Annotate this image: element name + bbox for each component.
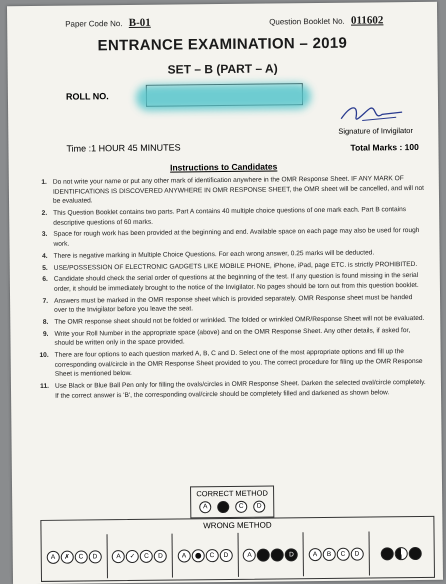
tick-mark-bubble: [126, 549, 139, 562]
instruction-number: 3.: [41, 231, 48, 239]
instruction-number: 2.: [41, 209, 48, 217]
booklet-number: [269, 14, 383, 27]
dot-mark-bubble: [191, 549, 204, 562]
option-d-bubble: D: [88, 550, 101, 563]
instruction-text: Answers must be marked in the OMR response sheet which is provided separately. OMR Response sheet must be handed over to the Invigilator before you leave the seat.: [54, 293, 413, 315]
wrong-method-label: WRONG METHOD: [203, 520, 272, 531]
booklet-label: Question Booklet No.: [269, 16, 345, 27]
instruction-item: [33, 174, 425, 207]
option-d-bubble: D: [253, 501, 265, 513]
signature-label: Signature of Invigilator: [338, 126, 413, 136]
instructions-list: [33, 174, 427, 404]
option-c-bubble: C: [235, 501, 247, 513]
wrong-example-dot: [173, 533, 239, 578]
paper-code-label: Paper Code No.: [65, 19, 123, 29]
instruction-text: Do not write your name or put any other mark of identification anywhere in the OMR Response Sheet. IF ANY MARK OF IDENTIFICATIONS IS DISCOVERED ANYWHERE IN OMR RESPONSE SHEET, the OMR sheet will be cancelled, and will not be evaluated.: [52, 175, 425, 205]
instruction-text: There are four options to each question marked A, B, C and D. Select one of the most appropriate options and fill up the corresponding oval/circle in the OMR Response Sheet provided to you. The correct procedure for filing up the OMR Response Sheet is mentioned below.: [54, 348, 423, 379]
instruction-number: 10.: [39, 352, 49, 360]
option-a-bubble: A: [243, 548, 256, 561]
invigilator-signature: [336, 100, 406, 127]
wrong-example-cross: [42, 534, 108, 579]
cross-mark-bubble: [60, 550, 73, 563]
filled-bubble: [271, 548, 284, 561]
instruction-item: [33, 205, 425, 228]
paper-code: [65, 17, 151, 30]
wrong-example-multiple: [238, 532, 304, 577]
correct-method-box: [190, 485, 274, 518]
instruction-number: 1.: [41, 178, 47, 186]
instruction-number: 6.: [42, 276, 48, 284]
filled-bubble: [257, 548, 270, 561]
instruction-number: 8.: [42, 318, 49, 326]
instruction-item: [35, 378, 427, 401]
instruction-number: 4.: [42, 252, 48, 260]
option-a-bubble: A: [177, 549, 190, 562]
set-label: SET – B (PART – A): [167, 61, 278, 77]
option-d-bubble: D: [154, 549, 167, 562]
instruction-text: The OMR response sheet should not be folded or wrinkled. The folded or wrinkled OMR/Response Sheet will not be evaluated.: [54, 314, 425, 326]
filled-bubble: [409, 546, 422, 559]
instruction-item: [34, 293, 426, 316]
half-filled-bubble: [395, 547, 408, 560]
option-c-bubble: C: [140, 549, 153, 562]
instruction-text: This Question Booklet contains two parts. Part A contains 40 multiple choice questions of one mark each. Part B contains descriptive questions of 60 marks.: [53, 206, 407, 227]
instruction-text: There is negative marking in Multiple Choice Questions. For each wrong answer, 0.25 marks will be deducted.: [53, 249, 375, 260]
instruction-number: 7.: [42, 297, 49, 305]
wrong-example-tick: [107, 534, 173, 579]
instruction-item: [35, 347, 427, 380]
paper-code-value: B-01: [128, 16, 151, 29]
time-label: Time :1 HOUR 45 MINUTES: [66, 142, 181, 154]
exam-title: ENTRANCE EXAMINATION – 2019: [97, 34, 348, 55]
exam-paper: [7, 2, 443, 584]
option-c-bubble: C: [205, 549, 218, 562]
option-a-bubble: A: [112, 550, 125, 563]
instruction-text: Candidate should check the serial order of questions at the beginning of the test. If any question is found missing in the serial order, it should be immediately brought to the notice of the Invigilator. No pages should be torn out from this question booklet.: [53, 272, 419, 293]
option-d-bubble: D: [219, 548, 232, 561]
redaction-blur: [136, 83, 311, 111]
instruction-text: Space for rough work has been provided at the beginning and end. Available space on each page may also be used for rough work.: [53, 227, 420, 248]
correct-method-bubbles: [191, 501, 273, 514]
wrong-example-half: [369, 531, 434, 576]
instruction-text: USE/POSSESSION OF ELECTRONIC GADGETS LIKE MOBILE PHONE, iPhone, iPad, page ETC. is strictly PROHIBITED.: [53, 260, 418, 272]
instructions-title: Instructions to Candidates: [170, 161, 278, 173]
total-marks: Total Marks : 100: [350, 141, 419, 153]
option-a-bubble: A: [308, 548, 321, 561]
correct-method-label: CORRECT METHOD: [196, 488, 268, 499]
booklet-value: 011602: [350, 14, 384, 27]
instruction-item: [34, 271, 426, 294]
option-a-bubble: A: [199, 501, 211, 513]
option-b-bubble: B: [322, 547, 335, 560]
instruction-item: [33, 226, 425, 249]
roll-label: ROLL NO.: [65, 91, 109, 102]
wrong-method-grid: [42, 531, 434, 579]
instruction-text: Use Black or Blue Ball Pen only for filling the ovals/circles in OMR Response Sheet. Darken the selected oval/circle completely. If the correct answer is 'B', the corresponding oval/circle should be completely filled and darkened as shown below.: [54, 379, 426, 400]
filled-bubble: [381, 547, 394, 560]
wrong-method-box: [40, 516, 435, 582]
instruction-number: 11.: [40, 383, 50, 391]
option-c-bubble: C: [336, 547, 349, 560]
instruction-number: 5.: [42, 264, 48, 272]
wrong-example-empty: [304, 532, 370, 577]
option-d-bubble: D: [350, 547, 363, 560]
instruction-text: Write your Roll Number in the appropriate space (above) and on the OMR Response Sheet. Any other details, if asked for, should be written only in the space provided.: [54, 326, 411, 348]
option-b-filled-bubble: [217, 501, 229, 513]
option-c-bubble: C: [74, 550, 87, 563]
option-a-bubble: A: [46, 550, 59, 563]
option-d-filled-bubble: D: [285, 548, 298, 561]
instruction-number: 9.: [42, 330, 49, 338]
instruction-item: [34, 326, 426, 349]
